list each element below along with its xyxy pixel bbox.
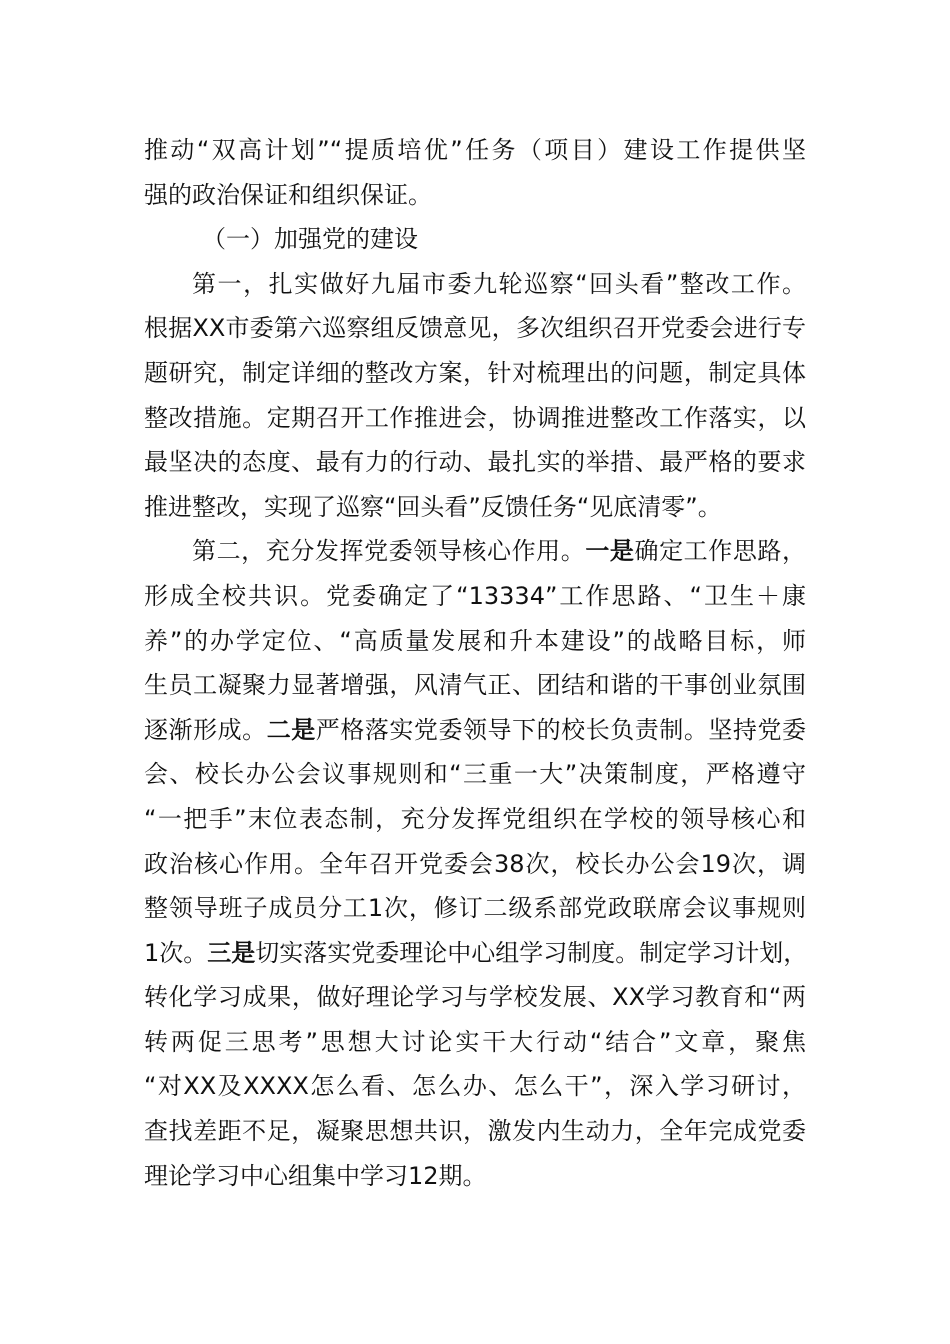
text-segment: 整改措施。定期召开工作推进会，协调推进整改工作落实，以 bbox=[144, 403, 806, 432]
text-segment: 推进整改，实现了巡察“回头看”反馈任务“见底清零”。 bbox=[144, 492, 722, 521]
text-segment: 整领导班子成员分工1次，修订二级系部党政联席会议事规则 bbox=[144, 894, 806, 923]
text-line bbox=[144, 173, 806, 218]
text-segment: 确定工作思路， bbox=[634, 537, 807, 566]
text-segment: 理论学习中心组集中学习12期。 bbox=[144, 1161, 487, 1190]
text-line bbox=[144, 1109, 806, 1154]
text-segment: 逐渐形成。 bbox=[144, 715, 267, 744]
text-segment: 最坚决的态度、最有力的行动、最扎实的举措、最严格的要求 bbox=[144, 448, 806, 477]
text-segment: （一）加强党的建设 bbox=[202, 225, 418, 254]
text-segment: 转化学习成果，做好理论学习与学校发展、XX学习教育和“两 bbox=[144, 983, 806, 1012]
text-segment: “一把手”末位表态制，充分发挥党组织在学校的领导核心和 bbox=[144, 804, 806, 833]
section-heading bbox=[144, 217, 806, 262]
text-line bbox=[144, 1064, 806, 1109]
text-segment: 查找差距不足，凝聚思想共识，激发内生动力，全年完成党委 bbox=[144, 1117, 806, 1146]
text-line bbox=[144, 931, 806, 976]
text-segment: 养”的办学定位、“高质量发展和升本建设”的战略目标，师 bbox=[144, 626, 806, 655]
text-segment: 切实落实党委理论中心组学习制度。制定学习计划， bbox=[255, 938, 808, 967]
emphasis-marker: 三是 bbox=[207, 938, 256, 967]
text-line bbox=[144, 842, 806, 887]
text-line bbox=[144, 619, 806, 664]
text-segment: 1次。 bbox=[144, 938, 208, 967]
text-line bbox=[144, 1154, 806, 1199]
text-line bbox=[144, 396, 806, 441]
text-line bbox=[144, 797, 806, 842]
text-segment: 强的政治保证和组织保证。 bbox=[144, 180, 432, 209]
emphasis-marker: 二是 bbox=[266, 715, 316, 744]
text-segment: 严格落实党委领导下的校长负责制。坚持党委 bbox=[315, 715, 807, 744]
text-segment: “对XX及XXXX怎么看、怎么办、怎么干”，深入学习研讨， bbox=[144, 1072, 806, 1101]
paragraph-first-line bbox=[144, 529, 806, 574]
text-line bbox=[144, 1020, 806, 1065]
text-segment: 转两促三思考”思想大讨论实干大行动“结合”文章，聚焦 bbox=[144, 1027, 806, 1056]
text-line bbox=[144, 574, 806, 619]
text-line bbox=[144, 306, 806, 351]
text-line bbox=[144, 440, 806, 485]
text-line bbox=[144, 886, 806, 931]
text-line bbox=[144, 485, 806, 530]
text-segment: 推动“双高计划”“提质培优”任务（项目）建设工作提供坚 bbox=[144, 136, 806, 164]
text-segment: 题研究，制定详细的整改方案，针对梳理出的问题，制定具体 bbox=[144, 358, 806, 387]
text-segment: 政治核心作用。全年召开党委会38次，校长办公会19次，调 bbox=[144, 849, 806, 878]
text-line bbox=[144, 752, 806, 797]
document-body-text bbox=[144, 128, 806, 1198]
text-line bbox=[144, 663, 806, 708]
emphasis-marker: 一是 bbox=[585, 537, 635, 566]
text-line bbox=[144, 708, 806, 753]
text-segment: 形成全校共识。党委确定了“13334”工作思路、“卫生＋康 bbox=[144, 581, 806, 610]
text-segment: 第二，充分发挥党委领导核心作用。 bbox=[192, 537, 586, 566]
text-line bbox=[144, 128, 806, 173]
text-segment: 会、校长办公会议事规则和“三重一大”决策制度，严格遵守 bbox=[144, 760, 806, 789]
paragraph-first-line bbox=[144, 262, 806, 307]
text-segment: 生员工凝聚力显著增强，风清气正、团结和谐的干事创业氛围 bbox=[144, 671, 806, 700]
text-segment: 第一，扎实做好九届市委九轮巡察“回头看”整改工作。 bbox=[192, 269, 806, 298]
text-line bbox=[144, 351, 806, 396]
text-line bbox=[144, 975, 806, 1020]
text-segment: 根据XX市委第六巡察组反馈意见，多次组织召开党委会进行专 bbox=[144, 314, 806, 343]
